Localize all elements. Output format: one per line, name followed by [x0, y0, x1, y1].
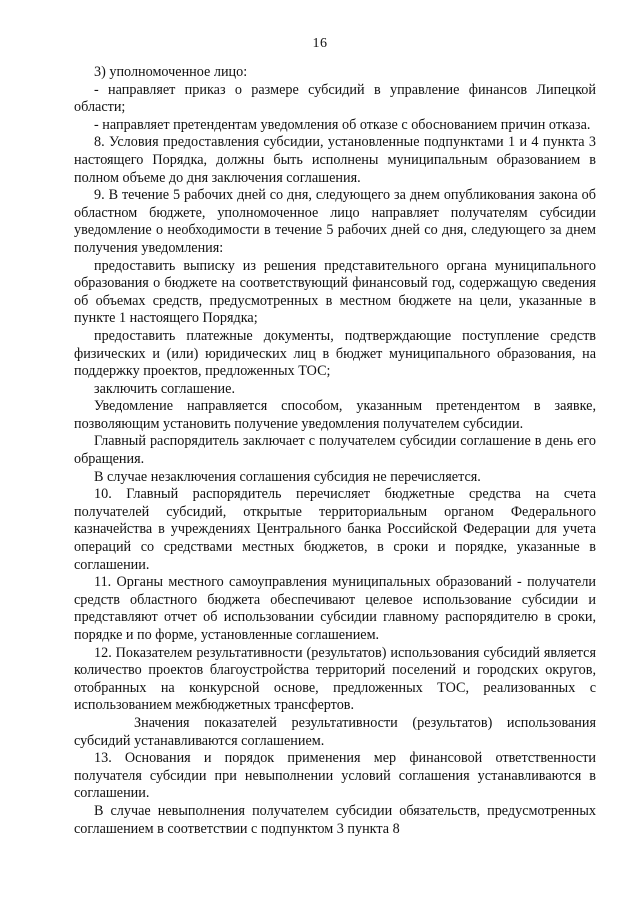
- paragraph-item-11: 11. Органы местного самоуправления муниципальных образований - получатели средств областного бюджета обеспечивают целевое использование субсидии и представляют отчет об использовании субсидии главному распорядителю в сроки, порядке и по форме, установленные соглашением.: [74, 574, 596, 643]
- paragraph-item-10: 10. Главный распорядитель перечисляет бюджетные средства на счета получателей субсидий, открытые территориальным органом Федерального казначейства в учреждениях Центрального банка Российской Федерации для учета операций со средствами местных бюджетов, в сроки и порядке, указанные в соглашении.: [74, 486, 596, 573]
- paragraph-agreement-day: Главный распорядитель заключает с получателем субсидии соглашение в день его обращения.: [74, 433, 596, 468]
- paragraph-notification-method: Уведомление направляется способом, указанным претендентом в заявке, позволяющим установить получение уведомления получателем субсидии.: [74, 398, 596, 432]
- paragraph-conclude-agreement: заключить соглашение.: [94, 380, 235, 397]
- document-body: [74, 64, 596, 838]
- paragraph-item-12: 12. Показателем результативности (результатов) использования субсидий является количество проектов благоустройства территорий поселений и городских округов, отобранных на конкурсной основе, предложенных ТОС, реализованных с использованием межбюджетных трансфертов.: [74, 644, 596, 714]
- paragraph-no-agreement: В случае незаключения соглашения субсидия не перечисляется.: [94, 468, 481, 485]
- paragraph-indicator-values: Значения показателей результативности (результатов) использования субсидий устанавливаются соглашением.: [74, 714, 596, 749]
- paragraph-provide-payment-docs: предоставить платежные документы, подтверждающие поступление средств физических и (или) юридических лиц в бюджет муниципального образования, на поддержку проектов, предложенных ТОС;: [74, 327, 596, 380]
- paragraph-order-to-finance: - направляет приказ о размере субсидий в управление финансов Липецкой области;: [74, 81, 596, 116]
- paragraph-item-9: 9. В течение 5 рабочих дней со дня, следующего за днем опубликования закона об областном бюджете, уполномоченное лицо направляет получателям субсидии уведомление о необходимости в течение 5 рабочих дней со дня, следующего за днем получения уведомления:: [74, 187, 596, 256]
- paragraph-non-fulfillment: В случае невыполнения получателем субсидии обязательств, предусмотренных соглашением в соответствии с подпунктом 3 пункта 8: [74, 802, 596, 837]
- page-number: 16: [312, 36, 328, 51]
- paragraph-item-13: 13. Основания и порядок применения мер финансовой ответственности получателя субсидии при невыполнении условий соглашения устанавливаются в соглашении.: [74, 750, 596, 802]
- paragraph-provide-extract: предоставить выписку из решения представительного органа муниципального образования о бюджете на соответствующий финансовый год, содержащую сведения об объемах средств, предусмотренных в местном бюджете на цели, указанные в пункте 1 настоящего Порядка;: [74, 257, 596, 327]
- paragraph-authorized-person: 3) уполномоченное лицо:: [94, 64, 248, 80]
- paragraph-item-8: 8. Условия предоставления субсидии, установленные подпунктами 1 и 4 пункта 3 настоящего Порядка, должны быть исполнены муниципальным образованием в полном объеме до дня заключения соглашения.: [74, 134, 596, 186]
- paragraph-refusal-notice: - направляет претендентам уведомления об отказе с обоснованием причин отказа.: [94, 116, 591, 133]
